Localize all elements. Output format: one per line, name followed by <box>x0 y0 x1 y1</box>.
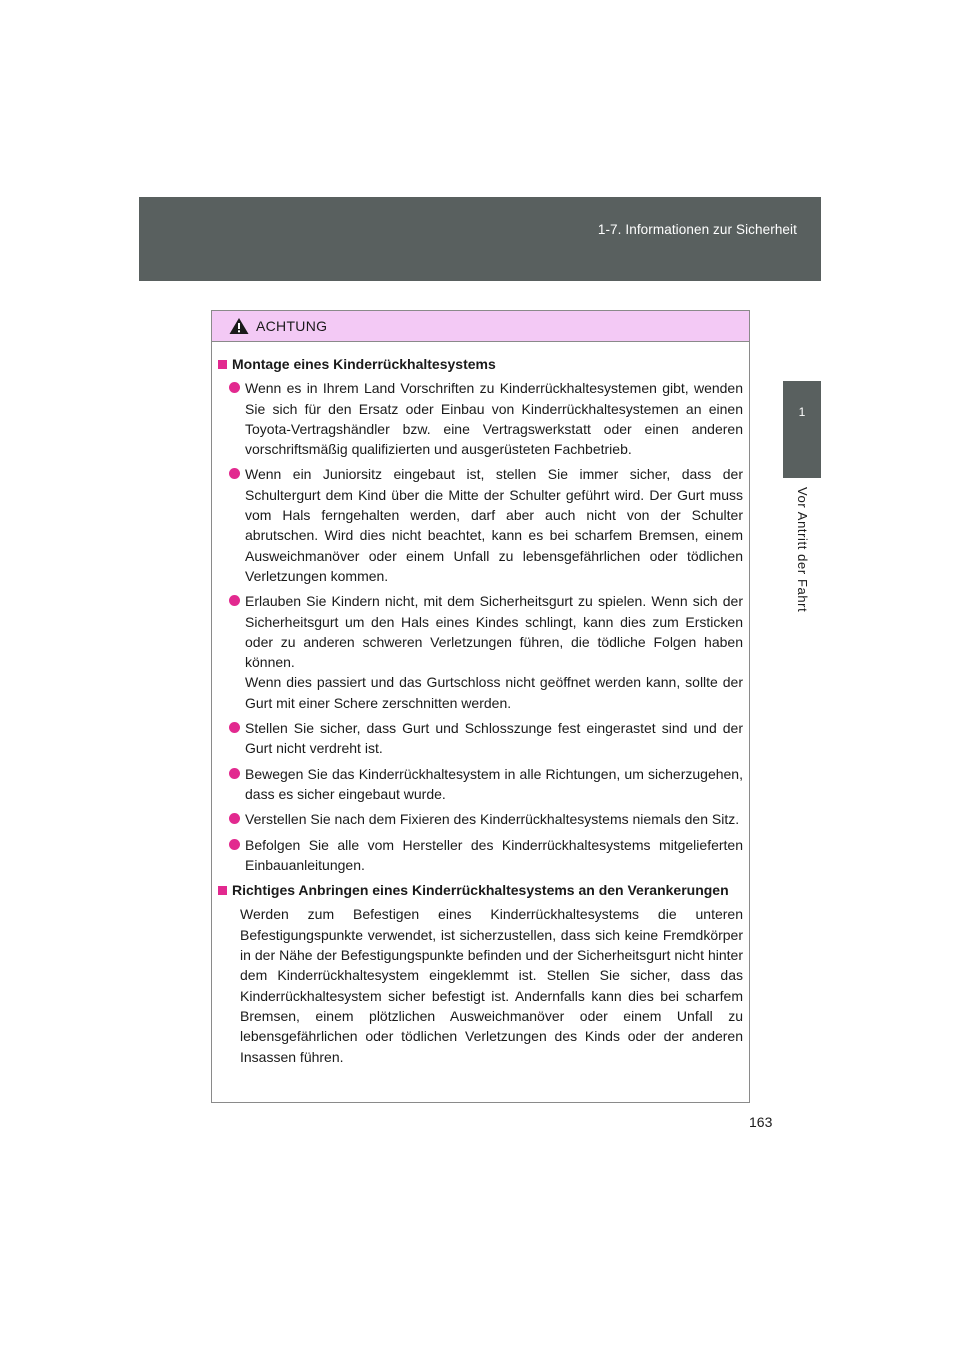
chapter-label: Vor Antritt der Fahrt <box>795 487 810 613</box>
circle-bullet-icon <box>229 768 240 779</box>
section-paragraph: Werden zum Befestigen eines Kinderrückhaltesystems die unteren Befestigungspunkte verwendet, ist sicherzustellen, dass sich keine Fremdkörper in der Nähe der Befestigungspunkte befinden und der Sicherheitsgurt nicht hinter dem Kinderrückhaltesystem eingeklemmt ist. Stellen Sie sicher, dass das Kinderrückhaltesystem sicher befestigt ist. Andernfalls kann dies bei scharfem Bremsen, einem plötzlichen Ausweichmanöver oder einem Unfall zu lebensgefährlichen oder tödlichen Verletzungen des Kinds oder der anderen Insassen führen. <box>240 906 743 1065</box>
bullet-text: Bewegen Sie das Kinderrückhaltesystem in alle Richtungen, um sicherzugehen, dass es sicher eingebaut wurde. <box>245 765 743 802</box>
circle-bullet-icon <box>229 813 240 824</box>
section-heading <box>216 354 743 374</box>
bullet-text-block <box>245 591 743 713</box>
bullet-item <box>226 809 743 829</box>
bullet-item <box>226 464 743 586</box>
bullet-item <box>226 718 743 759</box>
circle-bullet-icon <box>229 595 240 606</box>
warning-triangle-icon <box>229 317 249 335</box>
section-heading-text: Richtiges Anbringen eines Kinderrückhaltesystems an den Verankerungen <box>232 882 729 899</box>
circle-bullet-icon <box>229 722 240 733</box>
bullet-item <box>226 591 743 713</box>
section-title: 1-7. Informationen zur Sicherheit <box>597 222 797 237</box>
bullet-followup-text: Wenn dies passiert und das Gurtschloss nicht geöffnet werden kann, sollte der Gurt mit einer Schere zerschnitten werden. <box>245 674 743 711</box>
bullet-item <box>226 378 743 459</box>
warning-body <box>212 341 749 1067</box>
section-heading-text: Montage eines Kinderrückhaltesystems <box>232 356 496 372</box>
bullet-item <box>226 764 743 805</box>
square-bullet-icon <box>218 360 227 369</box>
circle-bullet-icon <box>229 382 240 393</box>
bullet-text: Befolgen Sie alle vom Hersteller des Kinderrückhaltesystems mitgelieferten Einbauanleitungen. <box>245 836 743 873</box>
chapter-header-band <box>139 197 821 281</box>
warning-title: ACHTUNG <box>256 318 328 334</box>
square-bullet-icon <box>218 886 227 895</box>
bullet-text: Wenn ein Juniorsitz eingebaut ist, stellen Sie immer sicher, dass der Schultergurt dem Kind über die Mitte der Schulter geführt wird. Der Gurt muss vom Hals ferngehalten werden, darf aber auch nicht von der Schulter abrutschen. Wird dies nicht beachtet, kann es bei scharfem Bremsen, einem Ausweichmanöver oder einem Unfall zu lebensgefährlichen oder tödlichen Verletzungen kommen. <box>245 466 743 584</box>
warning-header <box>212 311 749 342</box>
bullet-item <box>226 835 743 876</box>
section-heading <box>216 880 743 900</box>
bullet-text: Verstellen Sie nach dem Fixieren des Kinderrückhaltesystems niemals den Sitz. <box>245 811 740 828</box>
circle-bullet-icon <box>229 468 240 479</box>
circle-bullet-icon <box>229 839 240 850</box>
warning-box <box>211 310 750 1103</box>
bullet-text: Wenn es in Ihrem Land Vorschriften zu Kinderrückhaltesystemen gibt, wenden Sie sich für den Ersatz oder Einbau von Kinderrückhaltesystemen an einen Toyota-Vertragshändler bzw. eine Vertragswerkstatt oder einen anderen vorschriftsmäßig qualifizierten und ausgerüsteten Fachbetrieb. <box>245 380 743 458</box>
bullet-text: Stellen Sie sicher, dass Gurt und Schlosszunge fest eingerastet sind und der Gurt nicht verdreht ist. <box>245 720 743 757</box>
chapter-number: 1 <box>798 405 806 419</box>
page-number: 163 <box>749 1114 773 1130</box>
bullet-text: Erlauben Sie Kindern nicht, mit dem Sicherheitsgurt zu spielen. Wenn sich der Sicherheitsgurt um den Hals eines Kindes schlingt, kann dies zum Ersticken oder zu anderen schweren Verletzungen führen, die tödliche Folgen haben können. <box>245 593 743 671</box>
chapter-side-tab <box>783 381 821 478</box>
